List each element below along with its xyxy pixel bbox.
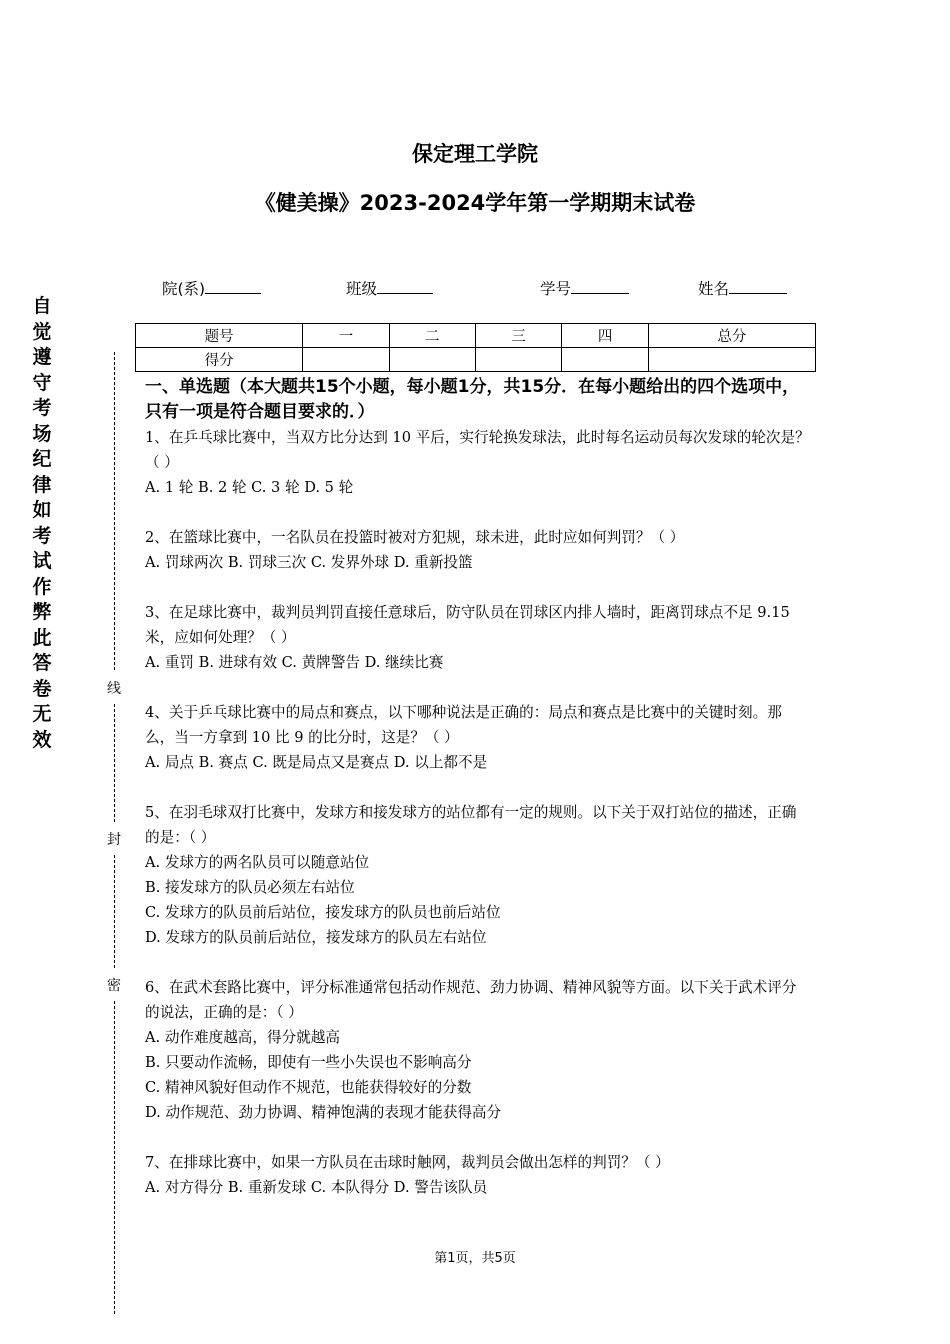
- question-option: B. 只要动作流畅，即使有一些小失误也不影响高分: [145, 1054, 472, 1071]
- department-field: [162, 277, 261, 299]
- question-stem: 7、在排球比赛中，如果一方队员在击球时触网，裁判员会做出怎样的判罚？（ ）: [145, 1154, 670, 1171]
- question-spacer: [145, 575, 810, 600]
- name-field: [698, 277, 787, 299]
- question-item: [145, 425, 810, 500]
- question-item: [145, 975, 810, 1125]
- question-item: [145, 700, 810, 775]
- score-cell: [303, 348, 389, 372]
- line-mark: 线: [107, 678, 121, 698]
- question-spacer: [145, 1125, 810, 1150]
- question-option: C. 精神风貌好但动作不规范，也能获得较好的分数: [145, 1079, 472, 1096]
- exam-rules-notice: 自觉遵守考场纪律如考试作弊此答卷无效: [32, 295, 52, 751]
- question-option: A. 罚球两次 B. 罚球三次 C. 发界外球 D. 重新投篮: [145, 554, 473, 571]
- question-stem: 3、在足球比赛中，裁判员判罚直接任意球后，防守队员在罚球区内排人墙时，距离罚球点不足 9.15 米，应如何处理？（ ）: [145, 604, 790, 646]
- department-label: 院(系): [162, 280, 206, 298]
- score-table-header-row: [136, 324, 816, 348]
- score-cell: [389, 348, 475, 372]
- question-option: D. 发球方的队员前后站位，接发球方的队员左右站位: [145, 929, 487, 946]
- question-option: A. 1 轮 B. 2 轮 C. 3 轮 D. 5 轮: [145, 479, 354, 496]
- score-table-score-row: [136, 348, 816, 372]
- score-header-cell: 一: [303, 324, 389, 348]
- question-item: [145, 800, 810, 950]
- exam-content: [145, 375, 810, 1200]
- question-stem: 6、在武术套路比赛中，评分标准通常包括动作规范、劲力协调、精神风貌等方面。以下关于武术评分的说法，正确的是：（ ）: [145, 979, 797, 1021]
- question-spacer: [145, 950, 810, 975]
- score-header-cell: 四: [562, 324, 648, 348]
- section-heading: 一、单选题（本大题共15个小题，每小题1分，共15分．在每小题给出的四个选项中，只有一项是符合题目要求的．）: [145, 377, 800, 422]
- score-header-cell: 二: [389, 324, 475, 348]
- binding-dashed-line: [114, 352, 115, 670]
- question-spacer: [145, 500, 810, 525]
- question-item: [145, 1150, 810, 1200]
- class-blank: [377, 279, 433, 294]
- question-option: A. 局点 B. 赛点 C. 既是局点又是赛点 D. 以上都不是: [145, 754, 488, 771]
- question-option: C. 发球方的队员前后站位，接发球方的队员也前后站位: [145, 904, 501, 921]
- score-row-label: 得分: [136, 348, 303, 372]
- question-spacer: [145, 775, 810, 800]
- question-stem: 4、关于乒乓球比赛中的局点和赛点，以下哪种说法是正确的：局点和赛点是比赛中的关键时刻。那么，当一方拿到 10 比 9 的比分时，这是？（ ）: [145, 704, 782, 746]
- question-stem: 1、在乒乓球比赛中，当双方比分达到 10 平后，实行轮换发球法，此时每名运动员每次发球的轮次是？（ ）: [145, 429, 810, 471]
- score-cell: [562, 348, 648, 372]
- question-option: A. 对方得分 B. 重新发球 C. 本队得分 D. 警告该队员: [145, 1179, 488, 1196]
- question-item: [145, 525, 810, 575]
- question-option: A. 发球方的两名队员可以随意站位: [145, 854, 370, 871]
- department-blank: [205, 279, 261, 294]
- question-stem: 2、在篮球比赛中，一名队员在投篮时被对方犯规，球未进，此时应如何判罚？（ ）: [145, 529, 685, 546]
- question-item: [145, 600, 810, 675]
- class-field: [346, 277, 433, 299]
- question-stem: 5、在羽毛球双打比赛中，发球方和接发球方的站位都有一定的规则。以下关于双打站位的描述，正确的是：（ ）: [145, 804, 797, 846]
- seal-mark: 封: [107, 829, 121, 849]
- question-option: D. 动作规范、劲力协调、精神饱满的表现才能获得高分: [145, 1104, 502, 1121]
- binding-dashed-line: [114, 855, 115, 968]
- score-cell: [475, 348, 561, 372]
- name-label: 姓名: [698, 280, 730, 298]
- question-option: A. 动作难度越高，得分就越高: [145, 1029, 340, 1046]
- page-number: 第1页，共5页: [434, 1251, 516, 1266]
- exam-title: 《健美操》2023-2024学年第一学期期末试卷: [254, 191, 696, 215]
- secret-mark: 密: [107, 975, 121, 995]
- question-spacer: [145, 675, 810, 700]
- name-blank: [729, 279, 787, 294]
- student-id-label: 学号: [540, 280, 572, 298]
- question-list: [145, 425, 810, 1200]
- score-header-cell: 题号: [136, 324, 303, 348]
- score-cell: [648, 348, 815, 372]
- score-header-cell: 三: [475, 324, 561, 348]
- binding-dashed-line: [114, 704, 115, 822]
- student-id-blank: [571, 279, 629, 294]
- score-header-cell: 总分: [648, 324, 815, 348]
- school-name: 保定理工学院: [412, 142, 538, 166]
- class-label: 班级: [346, 280, 378, 298]
- binding-dashed-line: [114, 1001, 115, 1314]
- score-table: [135, 323, 816, 372]
- question-option: A. 重罚 B. 进球有效 C. 黄牌警告 D. 继续比赛: [145, 654, 444, 671]
- question-option: B. 接发球方的队员必须左右站位: [145, 879, 355, 896]
- student-id-field: [540, 277, 629, 299]
